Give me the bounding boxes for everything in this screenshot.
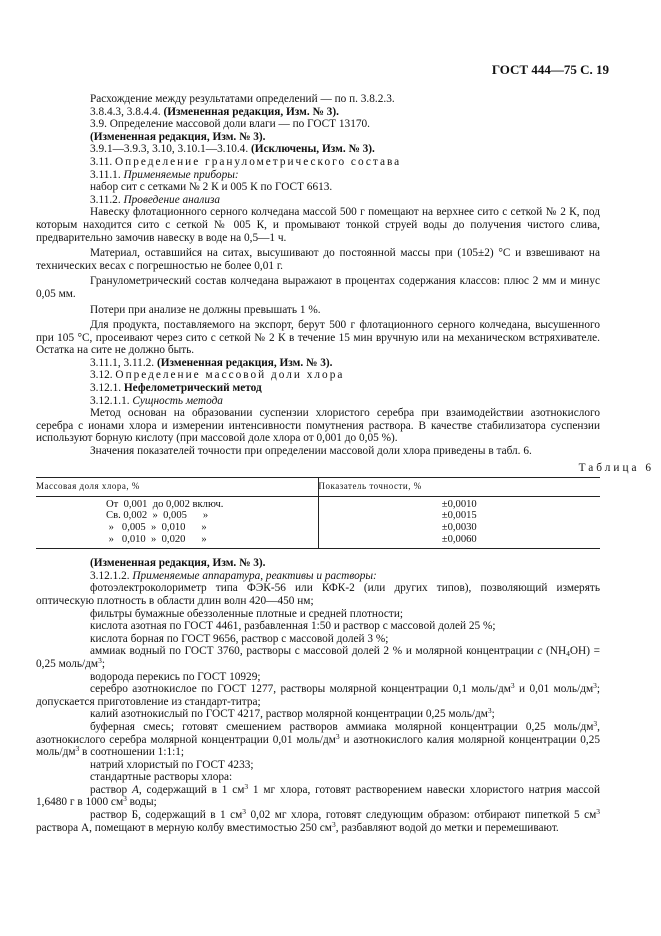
paragraph: 3.9. Определение массовой доли влаги — по ГОСТ 13170. <box>90 118 370 131</box>
paragraph: Гранулометрический состав колчедана выражают в процентах содержания классов: плюс 2 мм и минус 0,05 мм. <box>36 275 600 300</box>
paragraph: Навеску флотационного серного колчедана массой 500 г помещают на верхнее сито с сеткой № 2 К, под которым находится сито с сеткой № 005 К, и промывают тонкой струей воды до получения чистого слива, предварительно замочив навеску в воде на 0,5—1 ч. <box>36 206 600 244</box>
subsection-heading: 3.11.2. Проведение анализа <box>90 193 221 206</box>
subsection-heading: 3.11.1. Применяемые приборы: <box>90 168 239 181</box>
amendment-note: (Измененная редакция, Изм. № 3). <box>90 130 266 143</box>
list-item: кислота азотная по ГОСТ 4461, разбавленная 1:50 и раствор с массовой долей 25 %; <box>90 620 496 633</box>
table-cell: Св. 0,002 » 0,005 » <box>36 510 318 522</box>
list-item: серебро азотнокислое по ГОСТ 1277, растворы молярной концентрации 0,1 моль/$дм^3$ и 0,01 моль/$дм^3$; допускается приготовление из стандарт-титра; <box>36 681 600 708</box>
table-row <box>36 510 600 522</box>
paragraph: Расхождение между результатами определений — по п. 3.8.2.3. <box>90 93 395 105</box>
list-item: аммиак водный по ГОСТ 3760, растворы с массовой долей 2 % и молярной концентрации c $(NH_4OH) = 0,25$ моль/$дм^3$; <box>36 645 600 670</box>
page-header: ГОСТ 444—75 С. 19 <box>491 62 609 77</box>
paragraph: фотоэлектроколориметр типа ФЭК-56 или КФК-2 (или других типов), позволяющий измерять оптическую плотность в области длин волн 420—450 нм; <box>36 582 600 607</box>
document-body <box>36 93 654 834</box>
paragraph: Потери при анализе не должны превышать 1 %. <box>90 303 321 316</box>
table-cell: » 0,010 » 0,020 » <box>36 534 318 549</box>
list-item: кислота борная по ГОСТ 9656, раствор с массовой долей 3 %; <box>90 632 389 645</box>
list-item: раствор А, содержащий в 1 $см^3$ 1 мг хлора, готовят растворением навески хлористого натрия массой 1,6480 г в 1000 $см^3$ воды; <box>36 781 600 809</box>
table-cell: ±0,0015 <box>441 510 477 522</box>
table-cell: ±0,0010 <box>441 498 477 510</box>
column-header: Массовая доля хлора, % <box>36 478 318 497</box>
column-header: Показатель точности, % <box>318 478 600 497</box>
amendment-note: (Измененная редакция, Изм. № 3). <box>90 557 266 570</box>
section-heading: 3.12. Определение массовой доли хлора <box>90 369 345 382</box>
table-cell: » 0,005 » 0,010 » <box>36 522 318 534</box>
paragraph: Материал, оставшийся на ситах, высушивают до постоянной массы при (105±2) °С и взвешивают на технических весах с погрешностью не более 0,01 г. <box>36 247 600 272</box>
table-row <box>36 496 600 510</box>
list-item: натрий хлористый по ГОСТ 4233; <box>90 758 254 771</box>
list-item: водорода перекись по ГОСТ 10929; <box>90 670 261 683</box>
table-cell: От 0,001 до 0,002 включ. <box>36 496 318 510</box>
list-item: стандартные растворы хлора: <box>90 771 233 784</box>
paragraph: Значения показателей точности при определении массовой доли хлора приведены в табл. 6. <box>90 445 532 458</box>
subsection-heading: 3.12.1.1. Сущность метода <box>90 394 223 407</box>
paragraph: 3.9.1—3.9.3, 3.10, 3.10.1—3.10.4. (Исключены, Изм. № 3). <box>90 143 375 156</box>
list-item: раствор Б, содержащий в 1 $см^3$ 0,02 мг хлора, готовят следующим образом: отбирают пипеткой 5 $см^3$ раствора А, помещают в мерную колбу вместимостью 250 $см^3$, разбавляют водой до метки и перемешивают. <box>36 807 600 834</box>
list-item: буферная смесь; готовят смешением растворов аммиака молярной концентрации 0,25 моль/$дм^3$, азотнокислого серебра молярной концентрации 0,01 моль/$дм^3$ и азотнокислого калия молярной концентрации 0,25 моль/$дм^3$ в соотношении 1:1:1; <box>36 718 601 759</box>
table-title: Таблица 6 <box>578 461 654 474</box>
paragraph: 3.8.4.3, 3.8.4.4. (Измененная редакция, Изм. № 3). <box>90 105 339 118</box>
list-item: калий азотнокислый по ГОСТ 4217, раствор молярной концентрации 0,25 моль/$дм^3$; <box>90 706 495 721</box>
subsection-heading: 3.12.1.2. Применяемые аппаратура, реактивы и растворы: <box>90 569 377 582</box>
section-heading: 3.11. Определение гранулометрического состава <box>90 155 402 168</box>
paragraph: 3.11.1, 3.11.2. (Измененная редакция, Изм. № 3). <box>90 356 333 369</box>
table-cell: ±0,0030 <box>441 522 477 533</box>
paragraph: Для продукта, поставляемого на экспорт, берут 500 г флотационного серного колчедана, высушенного при 105 °С, просеивают через сито с сеткой № 2 К в течение 15 мин вручную или на механическом встряхивателе. Остатка на сите не должно быть. <box>36 319 600 357</box>
subsection-heading: 3.12.1. Нефелометрический метод <box>90 382 262 395</box>
table-row <box>36 534 600 549</box>
list-item: фильтры бумажные обеззоленные плотные и средней плотности; <box>90 607 404 620</box>
table-6 <box>36 477 600 549</box>
table-cell: ±0,0060 <box>318 534 600 549</box>
table-row <box>36 522 600 534</box>
paragraph: Метод основан на образовании суспензии хлористого серебра при взаимодействии азотнокислого серебра с ионами хлора и измерении интенсивности помутнения раствора. В качестве стабилизатора суспензии используют борную кислоту (при массовой доле хлора от 0,001 до 0,05 %). <box>36 407 600 445</box>
paragraph: набор сит с сетками № 2 К и 005 К по ГОСТ 6613. <box>90 181 333 194</box>
